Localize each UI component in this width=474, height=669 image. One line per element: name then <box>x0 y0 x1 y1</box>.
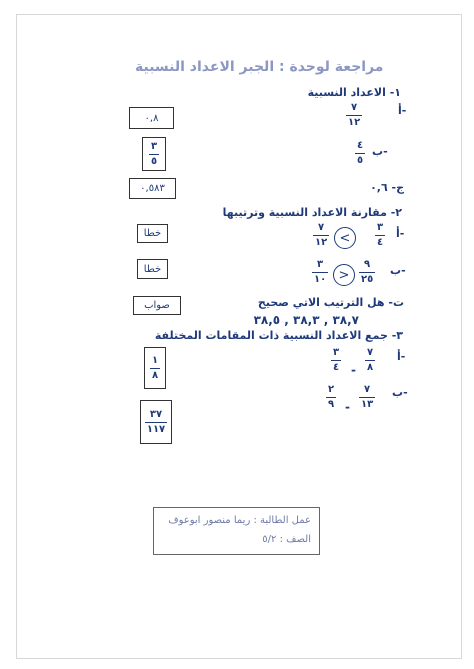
denominator: ٩ <box>328 399 335 410</box>
answer-fraction <box>145 409 167 436</box>
denominator: ٤ <box>333 362 340 373</box>
s3-a-fraction-1 <box>365 347 375 374</box>
fraction-bar <box>150 368 160 369</box>
student-name: عمل الطالبة : ريما منصور ابوعوف <box>168 515 311 526</box>
fraction-bar <box>145 422 167 423</box>
denominator: ١٢ <box>315 237 328 248</box>
answer-text: صواب <box>144 300 170 311</box>
s2-c-heading: ت- هل الترتيب الاتي صحيح <box>257 296 404 309</box>
answer-text: خطا <box>143 228 162 239</box>
page-title: مراجعة لوحدة : الجبر الاعداد النسبية <box>135 59 384 75</box>
s2-b-left-fraction <box>359 259 375 286</box>
s1-c-answer-box[interactable] <box>129 178 176 199</box>
denominator: ٥ <box>357 155 364 166</box>
s3-a-answer-box[interactable] <box>144 347 166 389</box>
numerator: ٧ <box>318 222 325 233</box>
numerator: ٣ <box>333 347 340 358</box>
s1-a-answer-box[interactable] <box>129 107 174 129</box>
s1-b-label: ب- <box>372 145 388 158</box>
numerator: ٣٧ <box>149 408 163 420</box>
s3-b-answer-box[interactable] <box>140 400 172 444</box>
s1-b-fraction <box>355 140 365 167</box>
s2-a-comparison-sign: < <box>334 227 356 249</box>
denominator: ٤ <box>377 237 384 248</box>
denominator: ١٢ <box>348 117 361 128</box>
s2-a-label: أ- <box>396 227 405 240</box>
s3-b-fraction-2 <box>326 384 336 411</box>
denominator: ١٣ <box>361 399 374 410</box>
denominator: ٨ <box>151 369 159 381</box>
answer-text: ٠,٥٨٣ <box>140 183 165 194</box>
fraction-bar <box>359 397 375 398</box>
s3-b-label: ب- <box>392 386 408 399</box>
numerator: ٧ <box>364 384 371 395</box>
numerator: ٧ <box>351 102 358 113</box>
numerator: ٧ <box>367 347 374 358</box>
s3-b-operator: - <box>345 400 350 414</box>
numerator: ٩ <box>364 259 371 270</box>
student-info-box <box>153 507 320 555</box>
s2-c-answer-box[interactable] <box>133 296 181 315</box>
denominator: ٥ <box>150 155 158 167</box>
denominator: ١١٧ <box>146 423 166 435</box>
numerator: ٣ <box>150 140 158 152</box>
numerator: ٤ <box>357 140 364 151</box>
s1-a-fraction <box>346 102 362 129</box>
s1-b-answer-box[interactable] <box>142 137 166 171</box>
numerator: ١ <box>151 354 159 366</box>
s2-b-comparison-sign: > <box>333 264 355 286</box>
s2-a-right-fraction <box>313 222 329 249</box>
answer-text: ٠,٨ <box>144 112 159 124</box>
fraction-bar <box>365 360 375 361</box>
s2-c-sequence: ٣٨,٧ , ٣٨,٣ , ٣٨,٥ <box>253 313 359 327</box>
s3-a-operator: - <box>351 363 356 377</box>
numerator: ٢ <box>328 384 335 395</box>
s1-a-label: أ- <box>398 104 407 117</box>
answer-text: خطا <box>143 263 162 275</box>
denominator: ٢٥ <box>361 274 374 285</box>
s2-b-right-fraction <box>312 259 328 286</box>
fraction-bar <box>331 360 341 361</box>
fraction-bar <box>312 272 328 273</box>
section2-heading: ٢- مقارنة الاعداد النسبية وترتيبها <box>222 206 402 219</box>
answer-fraction <box>149 141 159 168</box>
numerator: ٣ <box>377 222 384 233</box>
answer-fraction <box>150 355 160 382</box>
fraction-bar <box>313 235 329 236</box>
student-class: الصف : ٥/٢ <box>262 534 311 545</box>
s2-b-answer-box[interactable] <box>137 259 168 279</box>
fraction-bar <box>346 115 362 116</box>
section3-heading: ٣- جمع الاعداد النسبية ذات المقامات المختلفة <box>154 329 403 342</box>
denominator: ٨ <box>367 362 374 373</box>
fraction-bar <box>359 272 375 273</box>
s2-a-answer-box[interactable] <box>137 224 168 243</box>
s2-a-left-fraction <box>375 222 385 249</box>
denominator: ١٠ <box>314 274 327 285</box>
fraction-bar <box>326 397 336 398</box>
s3-b-fraction-1 <box>359 384 375 411</box>
fraction-bar <box>355 153 365 154</box>
fraction-bar <box>149 154 159 155</box>
s2-b-label: ب- <box>390 264 406 277</box>
section1-heading: ١- الاعداد النسبية <box>307 86 401 99</box>
s3-a-label: أ- <box>397 350 406 363</box>
s1-c-text: ج- ٠,٦ <box>370 181 404 194</box>
fraction-bar <box>375 235 385 236</box>
numerator: ٣ <box>317 259 324 270</box>
s3-a-fraction-2 <box>331 347 341 374</box>
